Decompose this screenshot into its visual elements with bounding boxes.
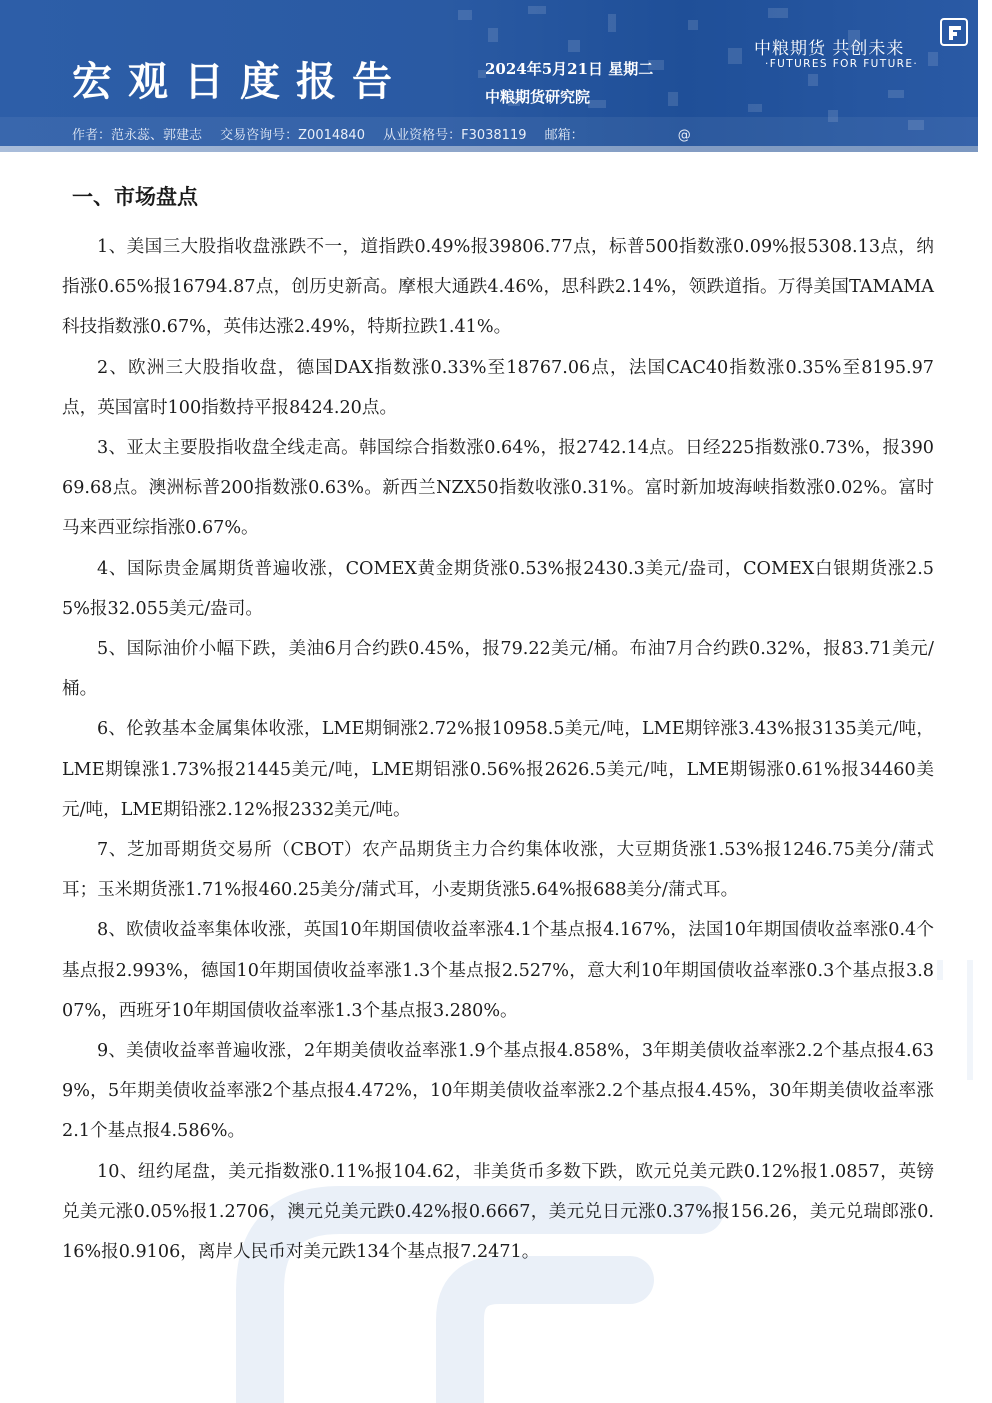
brand-slogan: ·FUTURES FOR FUTURE· xyxy=(765,58,919,70)
market-item-7: 7、芝加哥期货交易所（CBOT）农产品期货主力合约集体收涨，大豆期货涨1.53%报1246.75美分/蒲式耳；玉米期货涨1.71%报460.25美分/蒲式耳，小麦期货涨5.64%报688美分/蒲式耳。 xyxy=(62,840,934,901)
author-names: 作者：范永蕊、郭建志 xyxy=(72,128,203,143)
section-title: 一、市场盘点 xyxy=(72,184,198,209)
brand-name: 中粮期货 共创未来 xyxy=(754,39,905,59)
research-institute: 中粮期货研究院 xyxy=(485,88,591,106)
market-item-3: 3、亚太主要股指收盘全线走高。韩国综合指数涨0.64%，报2742.14点。日经225指数涨0.73%，报39069.68点。澳洲标普200指数涨0.63%。新西兰NZX50指数收涨0.31%。富时新加坡海峡指数涨0.02%。富时马来西亚综指涨0.67%。 xyxy=(62,438,934,539)
email-label: 邮箱： xyxy=(544,128,584,143)
cofco-futures-logo-icon xyxy=(940,18,968,46)
email-value[interactable]: @ xyxy=(677,128,691,143)
report-title: 宏观日度报告 xyxy=(72,58,408,105)
report-date: 2024年5月21日 星期二 xyxy=(485,60,654,78)
report-body xyxy=(62,227,934,1272)
market-item-10: 10、纽约尾盘，美元指数涨0.11%报104.62，非美货币多数下跌，欧元兑美元跌0.12%报1.0857，英镑兑美元涨0.05%报1.2706，澳元兑美元跌0.42%报0.6667，美元兑日元涨0.37%报156.26，美元兑瑞郎涨0.16%报0.9106，离岸人民币对美元跌134个基点报7.2471。 xyxy=(62,1161,934,1263)
market-item-2: 2、欧洲三大股指收盘，德国DAX指数涨0.33%至18767.06点，法国CAC40指数涨0.35%至8195.97点，英国富时100指数持平报8424.20点。 xyxy=(62,357,934,418)
market-item-1: 1、美国三大股指收盘涨跌不一，道指跌0.49%报39806.77点，标普500指数涨0.09%报5308.13点，纳指涨0.65%报16794.87点，创历史新高。摩根大通跌4.46%，思科跌2.14%，领跌道指。万得美国TAMAMA科技指数涨0.67%，英伟达涨2.49%，特斯拉跌1.41%。 xyxy=(62,237,934,338)
market-item-5: 5、国际油价小幅下跌，美油6月合约跌0.45%，报79.22美元/桶。布油7月合约跌0.32%，报83.71美元/桶。 xyxy=(62,639,934,700)
market-item-6: 6、伦敦基本金属集体收涨，LME期铜涨2.72%报10958.5美元/吨，LME期锌涨3.43%报3135美元/吨，LME期镍涨1.73%报21445美元/吨，LME期铝涨0.56%报2626.5美元/吨，LME期锡涨0.61%报34460美元/吨，LME期铅涨2.12%报2332美元/吨。 xyxy=(62,719,934,820)
consult-number: 交易咨询号：Z0014840 xyxy=(220,128,365,143)
author-info-line xyxy=(72,124,705,143)
market-item-4: 4、国际贵金属期货普遍收涨，COMEX黄金期货涨0.53%报2430.3美元/盎司，COMEX白银期货涨2.55%报32.055美元/盎司。 xyxy=(62,558,934,619)
header-bottom-strip xyxy=(0,146,978,152)
market-item-8: 8、欧债收益率集体收涨，英国10年期国债收益率涨4.1个基点报4.167%，法国10年期国债收益率涨0.4个基点报2.993%，德国10年期国债收益率涨1.3个基点报2.527%，意大利10年期国债收益率涨0.3个基点报3.807%，西班牙10年期国债收益率涨1.3个基点报3.280%。 xyxy=(62,920,934,1021)
market-item-9: 9、美债收益率普遍收涨，2年期美债收益率涨1.9个基点报4.858%，3年期美债收益率涨2.2个基点报4.639%，5年期美债收益率涨2个基点报4.472%，10年期美债收益率涨2.2个基点报4.45%，30年期美债收益率涨2.1个基点报4.586%。 xyxy=(62,1041,934,1142)
report-header xyxy=(0,0,978,152)
qualification-number: 从业资格号：F3038119 xyxy=(383,128,527,143)
